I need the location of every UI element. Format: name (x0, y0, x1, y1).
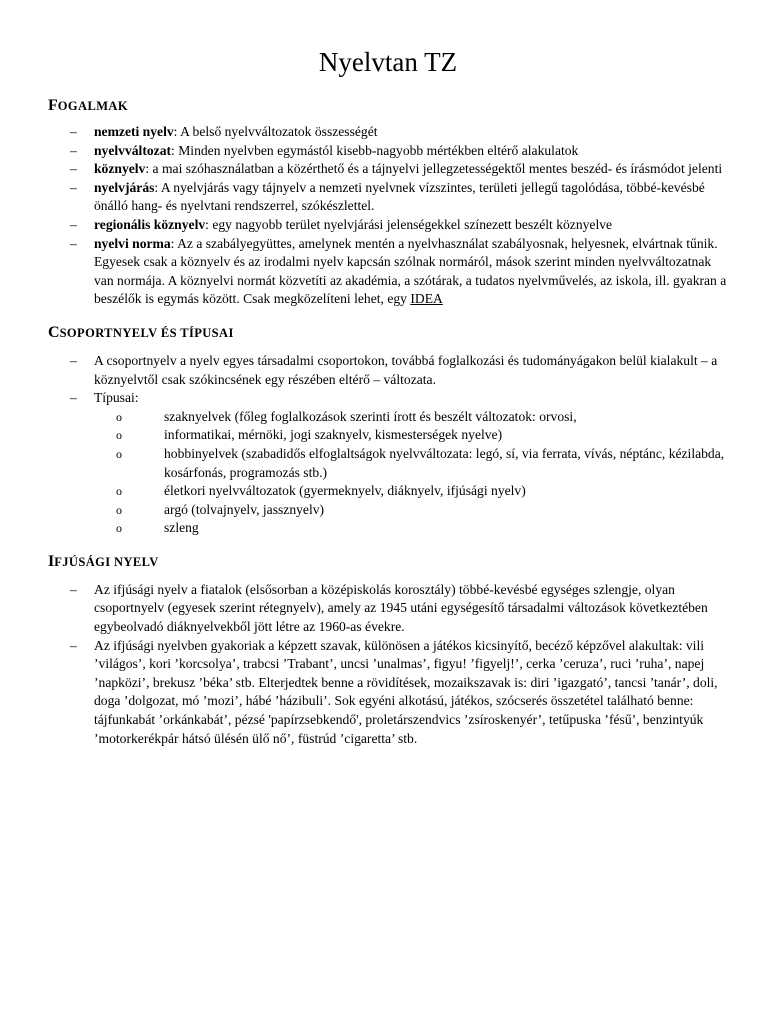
definition: : A nyelvjárás vagy tájnyelv a nemzeti nyelvnek vízszintes, területi jellegű tagolódása, többé-kevésbé önálló hang- és nyelvtani rendszerrel, szókészlettel. (94, 179, 705, 214)
section-heading-fogalmak: FOGALMAK (48, 97, 128, 114)
types-label: Típusai: (94, 390, 139, 406)
definition: : A belső nyelvváltozatok összességét (173, 124, 378, 139)
definition: : Minden nyelvben egymástól kisebb-nagyobb mértékben eltérő alakulatok (171, 142, 579, 158)
list-item (48, 142, 728, 161)
term: nyelvjárás (94, 179, 155, 195)
sublist-item: o életkori nyelvváltozatok (gyermeknyelv, diáknyelv, ifjúsági nyelv) (116, 482, 728, 501)
list-item (48, 160, 728, 179)
section-heading-ifjusagi-nyelv: IFJÚSÁGI NYELV (48, 552, 159, 570)
page-title: Nyelvtan TZ (318, 47, 458, 77)
list-item (48, 235, 728, 309)
fogalmak-list (48, 123, 728, 309)
list-item (48, 216, 728, 235)
sublist-item: o hobbinyelvek (szabadidős elfoglaltságok nyelvváltozata: legó, sí, via ferrata, vívás, néptánc, kézilabda, kosárfonás, programozás stb.) (116, 445, 728, 482)
term: nyelvi norma (94, 235, 171, 251)
definition: : a mai szóhasználatban a közérthető és a tájnyelvi jellegzetességektől mentes beszéd- és írásmódot jelenti (145, 161, 723, 177)
types-sublist (94, 408, 728, 538)
ifjusagi-list (48, 581, 728, 748)
list-item (48, 123, 728, 142)
list-item (48, 389, 728, 538)
list-item: – Az ifjúsági nyelv a fiatalok (elsősorban a középiskolás korosztály) többé-kevésbé egységes szlengje, olyan csoportnyelv (egyesek szerint rétegnyelv), amely az 1945 utáni egységesítő társadalmi változások következtében egybeolvadó diáknyelvekből jött létre az 1960-as évekre. (48, 581, 728, 637)
sublist-item: o szleng (116, 519, 728, 538)
term: nemzeti nyelv (94, 124, 174, 139)
list-item: – Az ifjúsági nyelvben gyakoriak a képzett szavak, különösen a játékos kicsinyítő, becéző képzővel alakultak: vili ’világos’, kori ’korcsolya’, trabcsi ’Trabant’, uncsi ’unalmas’, figyu! ’figyelj!’, cerka ’ceruza’, ruci ’ruha’, napej ’napközi’, brekusz ’béka’ stb. Elterjedtek benne a rövidítések, mozaikszavak is: diri ’igazgató’, tancsi ’tanár’, doli, doga ’dolgozat, mó ’mozi’, hábé ’házibuli’. Sok egyéni alkotású, játékos, szócserés összetétel található benne: tájfunkabát ’orkánkabát’, pézsé 'papírzsebkendő', proletárszendvics ’zsíroskenyér’, tetűpuska ’fésű’, benzintyúk ’motorkerékpár hátsó ülésén ülő nő’, füstrúd ’cigaretta’ stb. (48, 637, 728, 749)
sublist-item: o argó (tolvajnyelv, jassznyelv) (116, 501, 728, 520)
csoportnyelv-list (48, 352, 728, 538)
definition: : Az a szabályegyüttes, amelynek mentén a nyelvhasználat szabályosnak, helyesnek, elvártnak tűnik. Egyesek csak a köznyelv és az irodalmi nyelv kapcsán szólnak normáról, mások szerint minden nyelvváltozatnak van normája. A köznyelvi normát közvetíti az akadémia, a szótárak, a tudatos nyelvművelés, az iskola, ill. gyakran a beszélők is egymás között. Csak megközelíteni lehet, egy (94, 235, 727, 307)
sublist-item: o szaknyelvek (főleg foglalkozások szerinti írott és beszélt változatok: orvosi, (116, 408, 728, 427)
section-heading-csoportnyelv: CSOPORTNYELV ÉS TÍPUSAI (48, 323, 234, 341)
list-item (48, 179, 728, 216)
term: köznyelv (94, 161, 146, 177)
sublist-item: o informatikai, mérnöki, jogi szaknyelv, kismesterségek nyelve) (116, 426, 728, 445)
term: nyelvváltozat (94, 142, 172, 158)
idea-link[interactable]: IDEA (410, 291, 443, 307)
definition: : egy nagyobb terület nyelvjárási jelenségekkel színezett beszélt köznyelve (205, 216, 613, 232)
term: regionális köznyelv (94, 216, 206, 232)
list-item: – A csoportnyelv a nyelv egyes társadalmi csoportokon, továbbá foglalkozási és tudományágakon belül kialakult – a köznyelvtől csak szókincsének egy részében eltérő – változata. (48, 352, 728, 389)
